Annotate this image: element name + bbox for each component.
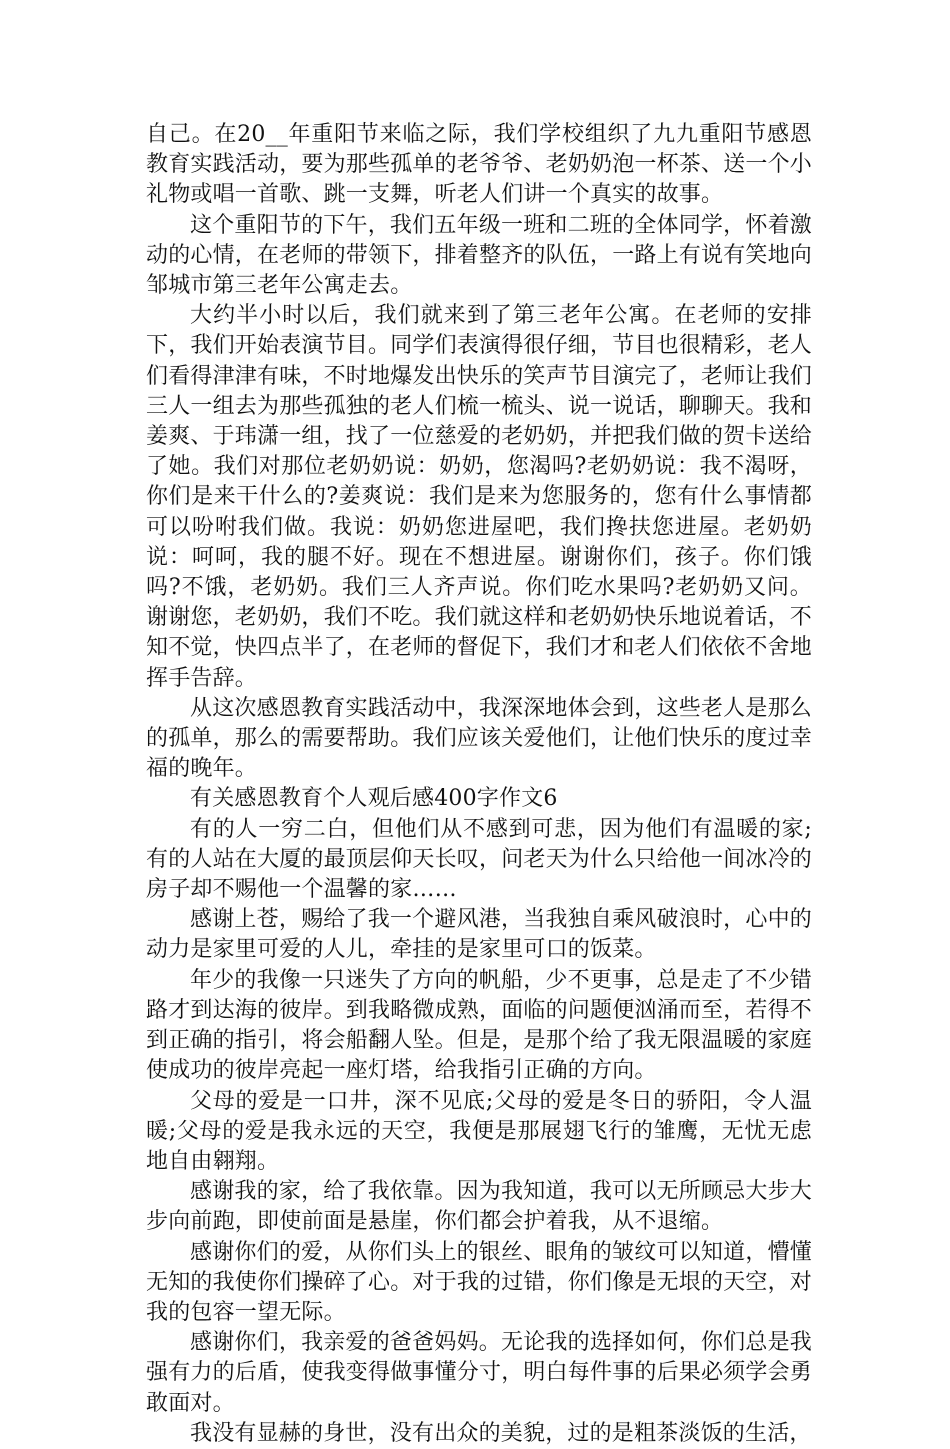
paragraph-5: 有的人一穷二白，但他们从不感到可悲，因为他们有温暖的家;有的人站在大厦的最顶层仰天长叹，问老天为什么只给他一间冰冷的房子却不赐他一个温馨的家…… [146,816,813,903]
paragraph-4: 从这次感恩教育实践活动中，我深深地体会到，这些老人是那么的孤单，那么的需要帮助。我们应该关爱他们，让他们快乐的度过幸福的晚年。 [146,695,813,782]
paragraph-8: 父母的爱是一口井，深不见底;父母的爱是冬日的骄阳，令人温暖;父母的爱是我永远的天空，我便是那展翅飞行的雏鹰，无忧无虑地自由翱翔。 [146,1088,812,1174]
paragraph-3: 大约半小时以后，我们就来到了第三老年公寓。在老师的安排下，我们开始表演节目。同学们表演得很仔细，节目也很精彩，老人们看得津津有味，不时地爆发出快乐的笑声节目演完了，老师让我们三人一组去为那些孤独的老人们梳一梳头、说一说话，聊聊天。我和姜爽、于玮潇一组，找了一位慈爱的老奶奶，并把我们做的贺卡送给了她。我们对那位老奶奶说：奶奶，您渴吗?老奶奶说：我不渴呀，你们是来干什么的?姜爽说：我们是来为您服务的，您有什么事情都可以吩咐我们做。我说：奶奶您进屋吧，我们搀扶您进屋。老奶奶说：呵呵，我的腿不好。现在不想进屋。谢谢你们，孩子。你们饿吗?不饿，老奶奶。我们三人齐声说。你们吃水果吗?老奶奶又问。谢谢您，老奶奶，我们不吃。我们就这样和老奶奶快乐地说着话，不知不觉，快四点半了，在老师的督促下，我们才和老人们依依不舍地挥手告辞。 [146,303,813,691]
paragraph-2: 这个重阳节的下午，我们五年级一班和二班的全体同学，怀着激动的心情，在老师的带领下，排着整齐的队伍，一路上有说有笑地向邹城市第三老年公寓走去。 [146,212,813,299]
paragraph-6: 感谢上苍，赐给了我一个避风港，当我独自乘风破浪时，心中的动力是家里可爱的人儿，牵挂的是家里可口的饭菜。 [146,907,812,963]
document-body [146,120,812,1449]
section-heading: 有关感恩教育个人观后感400字作文6 [190,786,558,812]
paragraph-1: 自己。在20__年重阳节来临之际，我们学校组织了九九重阳节感恩教育实践活动，要为那些孤单的老爷爷、老奶奶泡一杯茶、送一个小礼物或唱一首歌、跳一支舞，听老人们讲一个真实的故事。 [146,122,813,208]
paragraph-7: 年少的我像一只迷失了方向的帆船，少不更事，总是走了不少错路才到达海的彼岸。到我略微成熟，面临的问题便汹涌而至，若得不到正确的指引，将会船翻人坠。但是，是那个给了我无限温暖的家庭使成功的彼岸亮起一座灯塔，给我指引正确的方向。 [146,967,813,1084]
paragraph-9: 感谢我的家，给了我依靠。因为我知道，我可以无所顾忌大步大步向前跑，即使前面是悬崖，你们都会护着我，从不退缩。 [146,1179,812,1235]
paragraph-11: 感谢你们，我亲爱的爸爸妈妈。无论我的选择如何，你们总是我强有力的后盾，使我变得做事懂分寸，明白每件事的后果必须学会勇敢面对。 [146,1330,813,1416]
paragraph-12: 我没有显赫的身世，没有出众的美貌，过的是粗茶淡饭的生活， [190,1420,812,1446]
paragraph-10: 感谢你们的爱，从你们头上的银丝、眼角的皱纹可以知道，懵懂无知的我使你们操碎了心。对于我的过错，你们像是无垠的天空，对我的包容一望无际。 [146,1239,813,1325]
